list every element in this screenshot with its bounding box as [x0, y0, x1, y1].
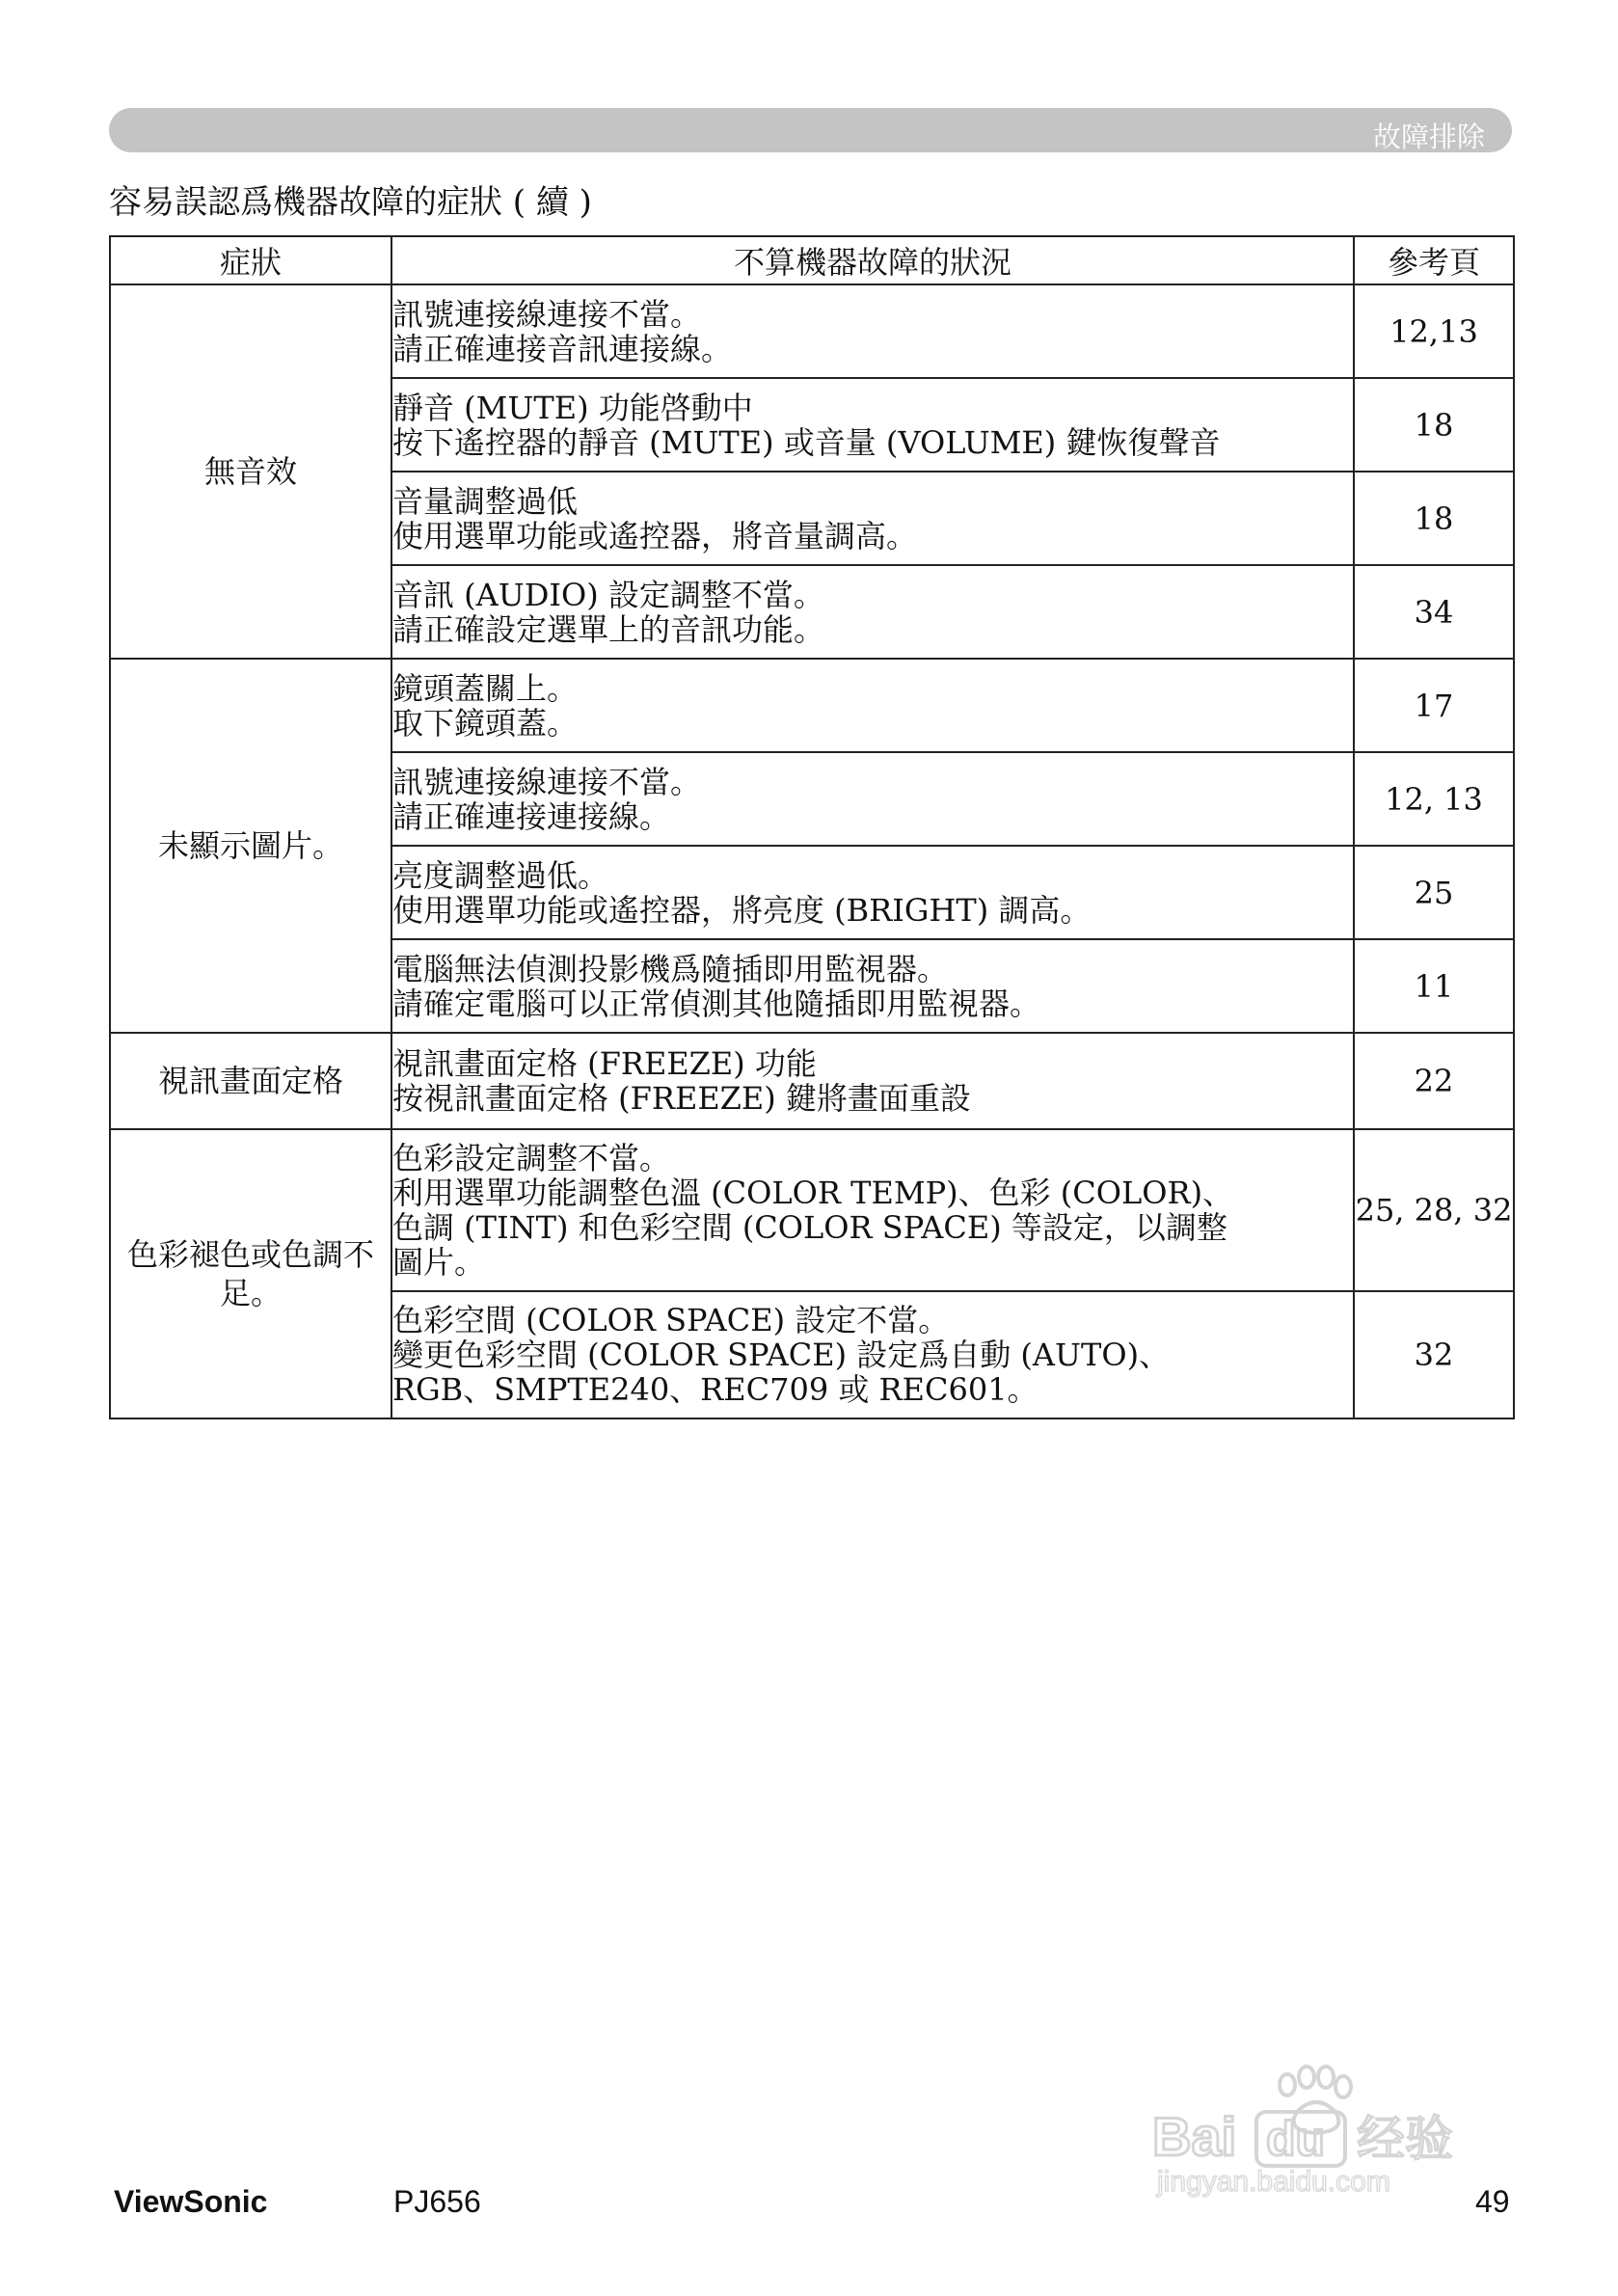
- condition-line: 請正確設定選單上的音訊功能。: [392, 610, 825, 648]
- condition-line: 取下鏡頭蓋。: [392, 704, 579, 742]
- condition-line: 鏡頭蓋關上。: [392, 669, 579, 707]
- condition-line: 色彩空間 (COLOR SPACE) 設定不當。: [392, 1302, 950, 1338]
- page-title: 容易誤認爲機器故障的症狀 ( 續 ): [109, 183, 592, 222]
- reference-page-cell: 34: [1354, 565, 1514, 659]
- svg-text:经验: 经验: [1357, 2111, 1453, 2167]
- condition-cell: [391, 565, 1354, 659]
- reference-page-cell: 32: [1354, 1291, 1514, 1418]
- reference-page-cell: 25: [1354, 846, 1514, 939]
- condition-cell: [391, 939, 1354, 1033]
- condition-line: 靜音 (MUTE) 功能啓動中: [392, 389, 753, 426]
- condition-cell: [391, 1291, 1354, 1418]
- condition-line: 亮度調整過低。: [392, 856, 609, 894]
- footer-model: PJ656: [393, 2184, 481, 2219]
- condition-line: 請正確連接音訊連接線。: [392, 330, 733, 367]
- svg-text:jingyan.baidu.com: jingyan.baidu.com: [1157, 2166, 1390, 2198]
- condition-cell: [391, 659, 1354, 752]
- condition-line: 圖片。: [392, 1244, 486, 1281]
- condition-line: 電腦無法偵測投影機爲隨插即用監視器。: [392, 950, 949, 987]
- condition-line: 音量調整過低: [392, 482, 579, 520]
- table-header-row: [110, 236, 1514, 284]
- condition-cell: [391, 472, 1354, 565]
- condition-line: 色彩設定調整不當。: [392, 1140, 671, 1176]
- reference-page-cell: 18: [1354, 378, 1514, 472]
- table-row: [110, 284, 1514, 378]
- condition-cell: [391, 846, 1354, 939]
- symptom-cell: 無音效: [110, 284, 391, 659]
- condition-line: 使用選單功能或遙控器，將亮度 (BRIGHT) 調高。: [392, 891, 1092, 929]
- table-row: [110, 659, 1514, 752]
- condition-cell: [391, 284, 1354, 378]
- reference-page-cell: 12, 13: [1354, 752, 1514, 846]
- column-header-reference-page: 參考頁: [1354, 236, 1514, 284]
- condition-line: 利用選單功能調整色溫 (COLOR TEMP)、色彩 (COLOR)、: [392, 1175, 1234, 1211]
- condition-line: RGB、SMPTE240、REC709 或 REC601。: [392, 1371, 1038, 1408]
- condition-cell: [391, 1129, 1354, 1291]
- reference-page-cell: 17: [1354, 659, 1514, 752]
- reference-page-cell: 11: [1354, 939, 1514, 1033]
- condition-cell: [391, 752, 1354, 846]
- page-number: 49: [1475, 2184, 1510, 2219]
- svg-text:Bai: Bai: [1152, 2106, 1237, 2167]
- section-tab-label: 故障排除: [1372, 121, 1485, 153]
- reference-page-cell: 25, 28, 32: [1354, 1129, 1514, 1291]
- troubleshooting-table: [109, 235, 1515, 1419]
- condition-line: 訊號連接線連接不當。: [392, 763, 702, 800]
- footer-brand: ViewSonic: [114, 2184, 268, 2219]
- condition-line: 視訊畫面定格 (FREEZE) 功能: [392, 1045, 817, 1082]
- reference-page-cell: 22: [1354, 1033, 1514, 1129]
- condition-line: 請正確連接連接線。: [392, 797, 671, 835]
- symptom-cell: 視訊畫面定格: [110, 1033, 391, 1129]
- symptom-cell: 色彩褪色或色調不足。: [110, 1129, 391, 1418]
- condition-line: 色調 (TINT) 和色彩空間 (COLOR SPACE) 等設定，以調整: [392, 1209, 1227, 1246]
- symptom-cell: 未顯示圖片。: [110, 659, 391, 1033]
- condition-line: 變更色彩空間 (COLOR SPACE) 設定爲自動 (AUTO)、: [392, 1337, 1171, 1373]
- column-header-condition: 不算機器故障的狀況: [391, 236, 1354, 284]
- condition-line: 訊號連接線連接不當。: [392, 295, 702, 333]
- column-header-symptom: 症狀: [110, 236, 391, 284]
- svg-text:du: du: [1266, 2112, 1326, 2166]
- condition-line: 音訊 (AUDIO) 設定調整不當。: [392, 576, 824, 613]
- condition-line: 使用選單功能或遙控器，將音量調高。: [392, 517, 918, 554]
- baidu-jingyan-watermark: [1143, 2064, 1528, 2199]
- table-row: [110, 1129, 1514, 1291]
- condition-line: 按下遙控器的靜音 (MUTE) 或音量 (VOLUME) 鍵恢復聲音: [392, 423, 1221, 461]
- reference-page-cell: 12,13: [1354, 284, 1514, 378]
- condition-cell: [391, 1033, 1354, 1129]
- condition-cell: [391, 378, 1354, 472]
- condition-line: 請確定電腦可以正常偵測其他隨插即用監視器。: [392, 985, 1041, 1022]
- condition-line: 按視訊畫面定格 (FREEZE) 鍵將畫面重設: [392, 1080, 971, 1117]
- section-header-bar: [109, 108, 1512, 152]
- reference-page-cell: 18: [1354, 472, 1514, 565]
- table-row: [110, 1033, 1514, 1129]
